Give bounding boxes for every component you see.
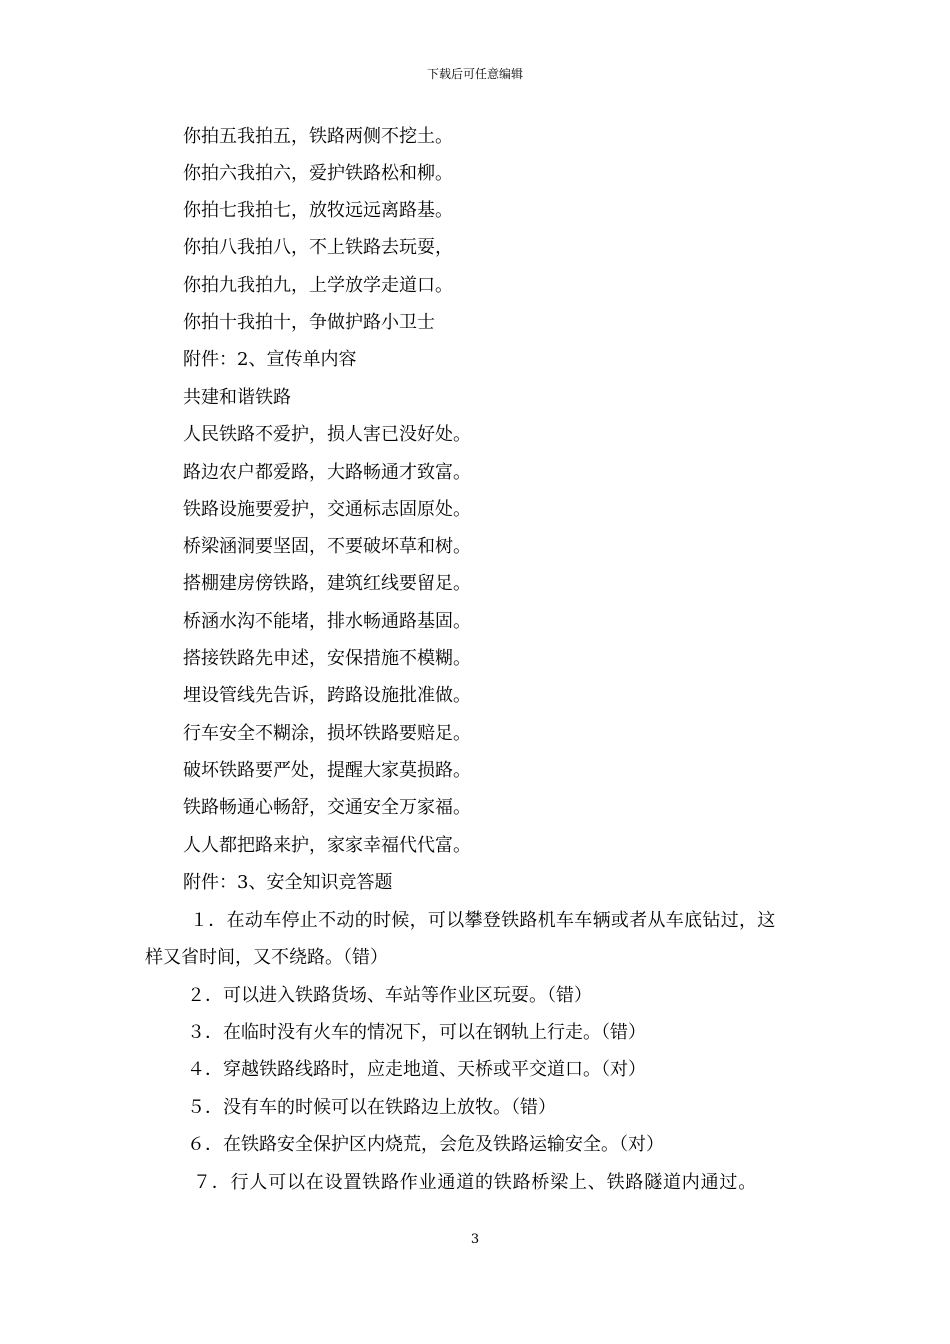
text-line: 路边农户都爱路，大路畅通才致富。 bbox=[183, 462, 471, 483]
text-line: 你拍八我拍八，不上铁路去玩耍， bbox=[183, 237, 453, 258]
text-line: 你拍七我拍七，放牧远远离路基。 bbox=[183, 200, 453, 221]
question-item: ７．行人可以在设置铁路作业通道的铁路桥梁上、铁路隧道内通过。 bbox=[193, 1172, 757, 1193]
text-line: 铁路设施要爱护，交通标志固原处。 bbox=[183, 499, 471, 520]
question-item: １．在动车停止不动的时候，可以攀登铁路机车车辆或者从车底钻过，这 bbox=[190, 910, 776, 931]
text-line: 埋设管线先告诉，跨路设施批准做。 bbox=[183, 685, 471, 706]
question-item: ４．穿越铁路线路时，应走地道、天桥或平交道口。（对） bbox=[187, 1059, 646, 1080]
text-line: 桥梁涵洞要坚固，不要破坏草和树。 bbox=[183, 536, 471, 557]
text-line: 你拍五我拍五，铁路两侧不挖土。 bbox=[183, 126, 453, 147]
text-line: 铁路畅通心畅舒，交通安全万家福。 bbox=[183, 797, 471, 818]
text-line: 你拍九我拍九，上学放学走道口。 bbox=[183, 275, 453, 296]
question-item-continued: 样又省时间，又不绕路。（错） bbox=[145, 947, 388, 968]
page-header: 下载后可任意编辑 bbox=[426, 67, 523, 81]
page-number: 3 bbox=[470, 1232, 480, 1247]
text-line: 你拍十我拍十，争做护路小卫士 bbox=[183, 312, 435, 333]
question-item: ３．在临时没有火车的情况下，可以在钢轨上行走。（错） bbox=[187, 1022, 646, 1043]
text-line: 你拍六我拍六，爱护铁路松和柳。 bbox=[183, 163, 453, 184]
question-item: ６．在铁路安全保护区内烧荒，会危及铁路运输安全。（对） bbox=[187, 1134, 664, 1155]
text-line: 人人都把路来护，家家幸福代代富。 bbox=[183, 835, 471, 856]
text-line: 破坏铁路要严处，提醒大家莫损路。 bbox=[183, 760, 471, 781]
text-line: 行车安全不糊涂，损坏铁路要赔足。 bbox=[183, 723, 471, 744]
section-heading: 附件：2、宣传单内容 bbox=[183, 349, 357, 370]
text-line: 桥涵水沟不能堵，排水畅通路基固。 bbox=[183, 611, 471, 632]
question-item: ５．没有车的时候可以在铁路边上放牧。（错） bbox=[187, 1097, 556, 1118]
question-item: ２．可以进入铁路货场、车站等作业区玩耍。（错） bbox=[187, 985, 592, 1006]
section-title: 共建和谐铁路 bbox=[183, 387, 291, 408]
text-line: 人民铁路不爱护，损人害已没好处。 bbox=[183, 424, 471, 445]
text-line: 搭接铁路先申述，安保措施不模糊。 bbox=[183, 648, 471, 669]
text-line: 搭棚建房傍铁路，建筑红线要留足。 bbox=[183, 573, 471, 594]
section-heading: 附件：3、安全知识竞答题 bbox=[183, 872, 393, 893]
